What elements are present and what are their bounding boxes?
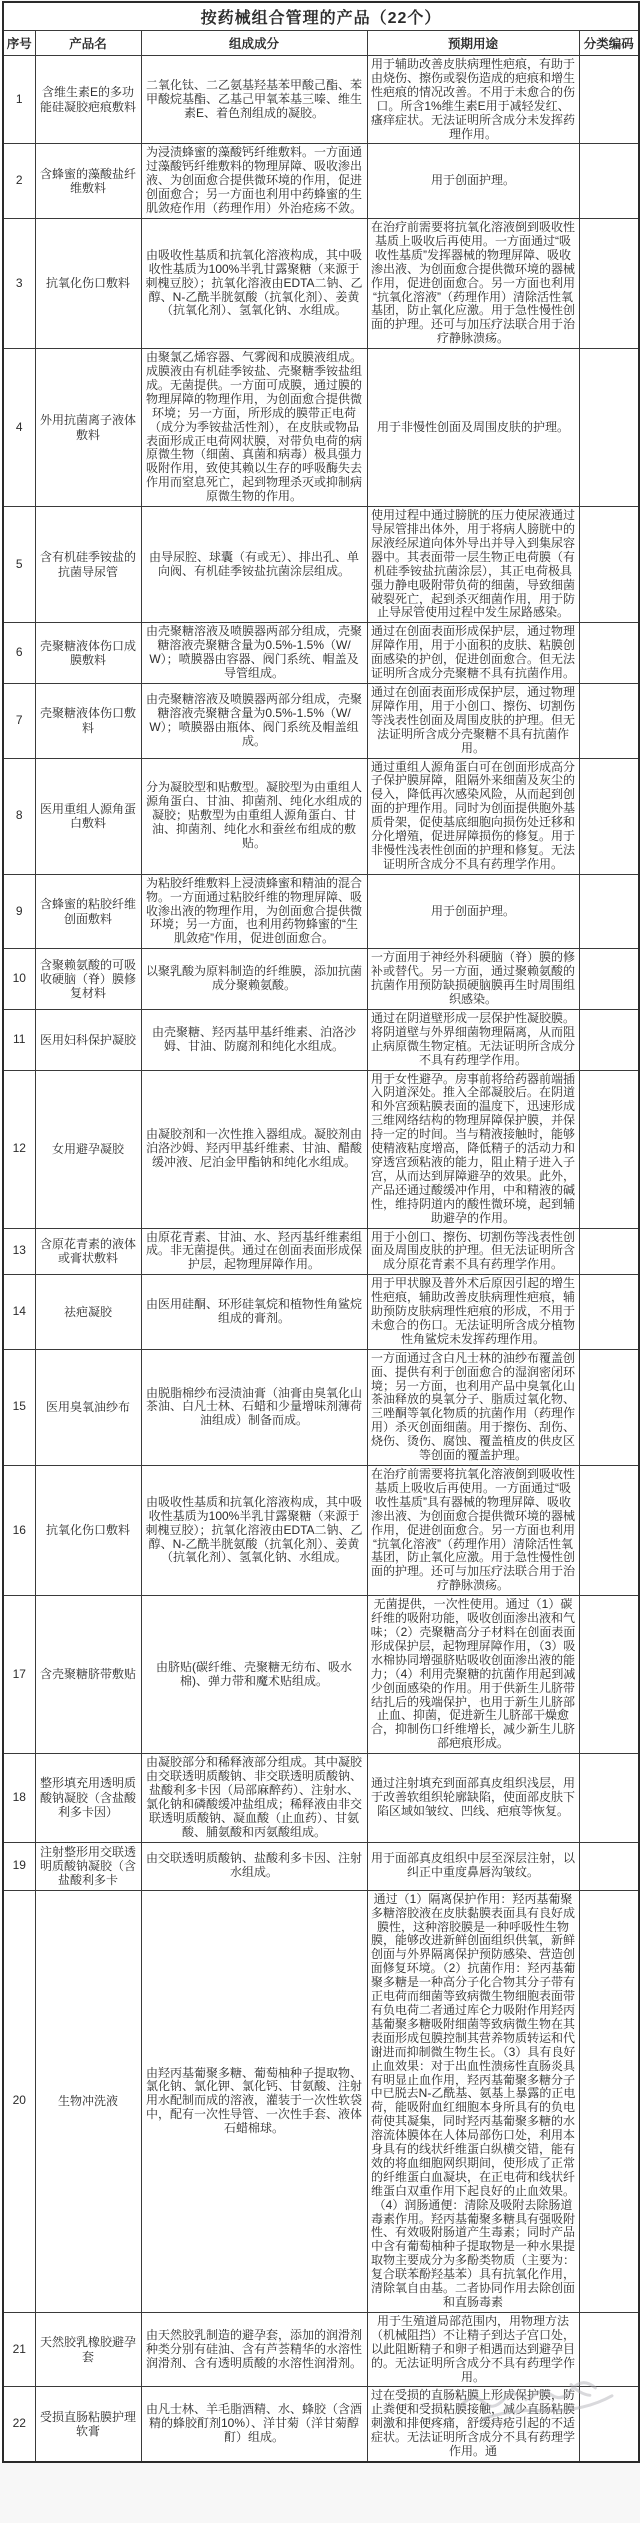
class-code-cell bbox=[579, 758, 639, 874]
row-number-cell: 16 bbox=[3, 1466, 35, 1596]
composition-cell: 为粘胶纤维敷料上浸渍蜂蜜和精油的混合物。一方面通过粘胶纤维的物理屏障、吸收渗出液的物理作用，为创面愈合提供微环境；另一方面，也利用药物蜂蜜的“生肌敛疮”作用，促进创面愈合。 bbox=[141, 874, 367, 949]
row-number-cell: 6 bbox=[3, 623, 35, 684]
composition-cell: 由聚氯乙烯容器、气雾阀和成膜液组成。成膜液由有机硅季铵盐、壳聚糖季铵盐组成。无菌提供。一方面可成膜，通过膜的物理屏障的物理作用，为创面愈合提供微环境；另一方面，所形成的膜带正电荷（成分为季铵盐活性剂），在皮肤或物品表面形成正电荷网状膜，对带负电荷的病原微生物（细菌、真菌和病毒）极具强力吸附作用，致使其赖以生存的呼吸酶失去作用而窒息死亡，起到物理杀灭或抑制病原微生物的作用。 bbox=[141, 349, 367, 507]
row-number-cell: 12 bbox=[3, 1070, 35, 1228]
composition-cell: 由导尿腔、球囊（有或无）、排出孔、单向阀、有机硅季铵盐抗菌涂层组成。 bbox=[141, 507, 367, 623]
table-row bbox=[3, 1070, 639, 1228]
product-name-cell: 含维生素E的多功能硅凝胶疤痕敷料 bbox=[35, 56, 141, 144]
document-page bbox=[0, 1, 640, 2463]
composition-cell: 以聚乳酸为原料制造的纤维膜，添加抗菌成分聚赖氨酸。 bbox=[141, 949, 367, 1010]
intended-use-cell: 在治疗前需要将抗氧化溶液倒到吸收性基质上吸收后再使用。一方面通过“吸收性基质”发挥器械的物理屏障、吸收渗出液、为创面愈合提供微环境的器械作用，促进创面愈合。另一方面也利用“抗氧化溶液”（药理作用）清除活性氧基团，防止氧化应激。用于急性慢性创面的护理。还可与加压疗法联合用于治疗静脉溃疡。 bbox=[367, 218, 579, 348]
class-code-cell bbox=[579, 218, 639, 348]
column-header-code: 分类编码 bbox=[579, 31, 639, 56]
row-number-cell: 18 bbox=[3, 1754, 35, 1842]
composition-cell: 由羟丙基葡聚多糖、葡萄柚种子提取物、氯化钠、氯化钾、氯化钙、甘氨酸、注射用水配制而成的溶液，灌装于一次性软袋中，配有一次性导管、一次性手套、液体石蜡棉球。 bbox=[141, 1890, 367, 2312]
intended-use-cell: 用于女性避孕。房事前将给药器前端插入阴道深处。推入全部凝胶后。在阴道和外宫颈粘膜表面的温度下，迅速形成三维网络结构的物理屏障保护膜，并保持一定的时间。当与精液接触时，能够使精液粘度增高，降低精子的活动力和穿透宫颈粘液的能力，阻止精子进入子宫，从而达到屏障避孕的效果。此外，产品还通过酸缓冲作用，中和精液的碱性，维持阴道内的酸性微环境，起到辅助避孕的作用。 bbox=[367, 1070, 579, 1228]
product-name-cell: 壳聚糖液体伤口成膜敷料 bbox=[35, 623, 141, 684]
intended-use-cell: 用于创面护理。 bbox=[367, 874, 579, 949]
product-name-cell: 医用重组人源角蛋白敷料 bbox=[35, 758, 141, 874]
table-row bbox=[3, 949, 639, 1010]
table-row bbox=[3, 1228, 639, 1275]
intended-use-cell: 在治疗前需要将抗氧化溶液倒到吸收性基质上吸收后再使用。一方面通过“吸收性基质”具有器械的物理屏障、吸收渗出液、为创面愈合提供微环境的器械作用，促进创面愈合。另一方面也利用“抗氧化溶液”（药理作用）清除活性氧基团，防止氧化应激。用于急性慢性创面的护理。还可与加压疗法联合用于治疗静脉溃疡。 bbox=[367, 1466, 579, 1596]
table-row bbox=[3, 683, 639, 758]
product-name-cell: 含蜂蜜的藻酸盐纤维敷料 bbox=[35, 144, 141, 219]
composition-cell: 由壳聚糖溶液及喷膜器两部分组成，壳聚糖溶液壳聚糖含量为0.5%-1.5%（W/W）；喷膜器由容器、阀门系统、帽盖及导管组成。 bbox=[141, 623, 367, 684]
product-name-cell: 祛疤凝胶 bbox=[35, 1275, 141, 1350]
column-header-product: 产品名 bbox=[35, 31, 141, 56]
product-name-cell: 医用妇科保护凝胶 bbox=[35, 1009, 141, 1070]
product-name-cell: 整形填充用透明质酸钠凝胶（含盐酸利多卡因） bbox=[35, 1754, 141, 1842]
composition-cell: 由天然胶乳制造的避孕套，添加的润滑剂种类分别有硅油、含有芦荟精华的水溶性润滑剂、含有透明质酸的水溶性润滑剂。 bbox=[141, 2312, 367, 2387]
class-code-cell bbox=[579, 349, 639, 507]
table-row bbox=[3, 2312, 639, 2387]
row-number-cell: 9 bbox=[3, 874, 35, 949]
class-code-cell bbox=[579, 1349, 639, 1465]
row-number-cell: 22 bbox=[3, 2387, 35, 2462]
product-name-cell: 含聚赖氨酸的可吸收硬脑（脊）膜修复材料 bbox=[35, 949, 141, 1010]
composition-cell: 由凡士林、羊毛脂酒精、水、蜂胶（含酒精的蜂胶酊剂10%）、洋甘菊（洋甘菊醇酊）组成。 bbox=[141, 2387, 367, 2462]
intended-use-cell: 通过在创面表面形成保护层，通过物理屏障作用，用于小创口、擦伤、切割伤等浅表性创面及周围皮肤的护理。但无法证明所含成分壳聚糖不具有抗菌作用。 bbox=[367, 683, 579, 758]
composition-cell: 二氧化钛、二乙氨基羟基苯甲酸己酯、苯甲酸烷基酯、乙基己甲氧苯基三嗪、维生素E、着色剂组成的凝胶。 bbox=[141, 56, 367, 144]
composition-cell: 由壳聚糖、羟丙基甲基纤维素、泊洛沙姆、甘油、防腐剂和纯化水组成。 bbox=[141, 1009, 367, 1070]
intended-use-cell: 用于甲状腺及普外术后原因引起的增生性疤痕，辅助改善皮肤病理性疤痕，辅助预防皮肤病理性疤痕的形成，不用于未愈合的伤口。无法证明所含成分植物性角鲨烷未发挥药理作用。 bbox=[367, 1275, 579, 1350]
table-row bbox=[3, 2387, 639, 2462]
intended-use-cell: 用于创面护理。 bbox=[367, 144, 579, 219]
product-name-cell: 天然胶乳橡胶避孕套 bbox=[35, 2312, 141, 2387]
composition-cell: 由脐贴(碳纤维、壳聚糖无纺布、吸水棉)、弹力带和魔术贴组成。 bbox=[141, 1596, 367, 1754]
composition-cell: 为浸渍蜂蜜的藻酸钙纤维敷料。一方面通过藻酸钙纤维敷料的物理屏障、吸收渗出液、为创面愈合提供微环境的作用，促进创面愈合；另一方面也利用中药蜂蜜的生肌敛疮作用（药理作用）外治疮疡不敛。 bbox=[141, 144, 367, 219]
composition-cell: 由脱脂棉纱布浸渍油膏（油膏由臭氧化山茶油、白凡士林、石蜡和少量增味剂薄荷油组成）制备而成。 bbox=[141, 1349, 367, 1465]
row-number-cell: 20 bbox=[3, 1890, 35, 2312]
class-code-cell bbox=[579, 1070, 639, 1228]
intended-use-cell: 通过注射填充到面部真皮组织浅层，用于改善软组织轮廓缺陷，使面部皮肤下陷区域如皱纹、凹线、疤痕等恢复。 bbox=[367, 1754, 579, 1842]
product-name-cell: 外用抗菌离子液体敷料 bbox=[35, 349, 141, 507]
table-row bbox=[3, 1349, 639, 1465]
table-row bbox=[3, 144, 639, 219]
table-row bbox=[3, 218, 639, 348]
intended-use-cell: 用于非慢性创面及周围皮肤的护理。 bbox=[367, 349, 579, 507]
table-row bbox=[3, 1842, 639, 1890]
row-number-cell: 5 bbox=[3, 507, 35, 623]
composition-cell: 由吸收性基质和抗氧化溶液构成，其中吸收性基质为100%半乳甘露聚糖（来源于刺槐豆胶）；抗氧化溶液由EDTA二钠、乙醇、N-乙酰半胱氨酸（抗氧化剂）、姜黄（抗氧化剂）、氢氧化钠、水组成。 bbox=[141, 218, 367, 348]
product-name-cell: 含壳聚糖脐带敷贴 bbox=[35, 1596, 141, 1754]
products-table bbox=[2, 1, 640, 2463]
row-number-cell: 13 bbox=[3, 1228, 35, 1275]
table-row bbox=[3, 1275, 639, 1350]
intended-use-cell: 通过在创面表面形成保护层，通过物理屏障作用，用于小面积的皮肤、粘膜创面感染的护创，促进创面愈合。但无法证明所含成分壳聚糖不具有抗菌作用。 bbox=[367, 623, 579, 684]
composition-cell: 由凝胶剂和一次性推入器组成。凝胶剂由泊洛沙姆、羟丙甲基纤维素、甘油、醋酸缓冲液、尼泊金甲酯钠和纯化水组成。 bbox=[141, 1070, 367, 1228]
row-number-cell: 7 bbox=[3, 683, 35, 758]
class-code-cell bbox=[579, 1890, 639, 2312]
table-row bbox=[3, 507, 639, 623]
row-number-cell: 10 bbox=[3, 949, 35, 1010]
composition-cell: 由医用硅酮、环形硅氧烷和植物性角鲨烷组成的膏剂。 bbox=[141, 1275, 367, 1350]
row-number-cell: 14 bbox=[3, 1275, 35, 1350]
product-name-cell: 女用避孕凝胶 bbox=[35, 1070, 141, 1228]
table-row bbox=[3, 623, 639, 684]
column-header-composition: 组成成分 bbox=[141, 31, 367, 56]
row-number-cell: 3 bbox=[3, 218, 35, 348]
product-name-cell: 壳聚糖液体伤口敷料 bbox=[35, 683, 141, 758]
class-code-cell bbox=[579, 1228, 639, 1275]
table-row bbox=[3, 1596, 639, 1754]
class-code-cell bbox=[579, 623, 639, 684]
product-name-cell: 生物冲洗液 bbox=[35, 1890, 141, 2312]
row-number-cell: 2 bbox=[3, 144, 35, 219]
table-row bbox=[3, 1890, 639, 2312]
row-number-cell: 4 bbox=[3, 349, 35, 507]
intended-use-cell: 一方面通过含白凡士林的油纱布覆盖创面、提供有利于创面愈合的湿润密闭环境；另一方面，也利用产品中臭氧化山茶油释放的臭氧分子、脂质过氧化物、三唑酮等氧化物质的抗菌作用（药理作用）杀灭创面细菌。用于擦伤、刮伤、烧伤、烫伤、腐蚀、覆盖植皮的供皮区等创面的覆盖护理。 bbox=[367, 1349, 579, 1465]
row-number-cell: 11 bbox=[3, 1009, 35, 1070]
class-code-cell bbox=[579, 1009, 639, 1070]
row-number-cell: 1 bbox=[3, 56, 35, 144]
class-code-cell bbox=[579, 144, 639, 219]
composition-cell: 由壳聚糖溶液及喷膜器两部分组成，壳聚糖溶液壳聚糖含量为0.5%-1.5%（W/W）；喷膜器由瓶体、阀门系统及帽盖组成。 bbox=[141, 683, 367, 758]
intended-use-cell: 一方面用于神经外科硬脑（脊）膜的修补或替代。另一方面，通过聚赖氨酸的抗菌作用预防缺损硬脑膜再生时周围组织感染。 bbox=[367, 949, 579, 1010]
header-row bbox=[3, 31, 639, 56]
column-header-use: 预期用途 bbox=[367, 31, 579, 56]
product-name-cell: 注射整形用交联透明质酸钠凝胶（含盐酸利多卡 bbox=[35, 1842, 141, 1890]
table-row bbox=[3, 1754, 639, 1842]
product-name-cell: 医用臭氧油纱布 bbox=[35, 1349, 141, 1465]
table-row bbox=[3, 56, 639, 144]
intended-use-cell: 用于小创口、擦伤、切割伤等浅表性创面及周围皮肤的护理。但无法证明所含成分原花青素不具有药理学作用。 bbox=[367, 1228, 579, 1275]
table-row bbox=[3, 758, 639, 874]
table-row bbox=[3, 1466, 639, 1596]
class-code-cell bbox=[579, 1842, 639, 1890]
composition-cell: 分为凝胶型和贴敷型。凝胶型为由重组人源角蛋白、甘油、抑菌剂、纯化水组成的凝胶；贴敷型为由重组人源角蛋白、甘油、抑菌剂、纯化水和蚕丝布组成的敷贴。 bbox=[141, 758, 367, 874]
class-code-cell bbox=[579, 1754, 639, 1842]
intended-use-cell: 使用过程中通过膀胱的压力使尿液通过导尿管排出体外，用于将病人膀胱中的尿液经尿道向体外导出并导入到集尿容器中。其表面带一层生物正电荷膜（有机硅季铵盐抗菌涂层），其正电荷极具强力静电吸附带负荷的细菌，导致细菌破裂死亡，起到杀灭细菌作用，用于防止导尿管使用过程中发生尿路感染。 bbox=[367, 507, 579, 623]
intended-use-cell: 用于生殖道局部范围内，用物理方法（机械阻挡）不让精子到达子宫口处，以此阻断精子和卵子相遇而达到避孕目的。无法证明所含成分不具有药理学作用。 bbox=[367, 2312, 579, 2387]
intended-use-cell: 过在受损的直肠粘膜上形成保护膜，防止粪便和受损粘膜接触，减少直肠粘膜刺激和排便疼痛，舒缓痔疮引起的不适症状。无法证明所含成分不具有药理学作用。通 bbox=[367, 2387, 579, 2462]
intended-use-cell: 通过（1）隔离保护作用：羟丙基葡聚多糖溶胶液在皮肤黏膜表面具有良好成膜性，这种溶胶膜是一种呼吸性生物膜，能够改进新鲜创面组织供氧，新鲜创面与外界隔离保护预防感染、营造创面修复环境。（2）抗菌作用：羟丙基葡聚多糖是一种高分子化合物其分子带有正电荷而细菌等致病微生物细胞表面带有负电荷二者通过库仑力吸附作用羟丙基葡聚多糖吸附细菌等致病微生物在其表面形成包膜控制其营养物质转运和代谢进而抑制微生物生长。（3）具有良好止血效果：对于出血性溃疡性直肠炎具有明显止血作用，羟丙基葡聚多糖分子中已脱去N-乙酰基、氨基上暴露的正电荷，能吸附血红细胞本身所具有的负电荷使其凝集，同时羟丙基葡聚多糖的水溶流体膜体在人体局部伤口处，利用本身具有的线状纤维蛋白纵横交错，能有效的将血细胞网织期间，使形成了正常的纤维蛋白血凝块，在正电荷和线状纤维蛋白双重作用下起良好的止血效果。（4）润肠通便：清除及吸附去除肠道毒素作用。羟丙基葡聚多糖具有强吸附性、有效吸附肠道产生毒素；同时产品中含有葡萄柚种子提取物是一种水果提取物主要成分为多酚类物质（主要为：复合联苯酚羟基苯）具有抗氧化作用，清除氧自由基。二者协同作用去除创面和直肠毒素 bbox=[367, 1890, 579, 2312]
product-name-cell: 含蜂蜜的粘胶纤维创面敷料 bbox=[35, 874, 141, 949]
class-code-cell bbox=[579, 2312, 639, 2387]
composition-cell: 由交联透明质酸钠、盐酸利多卡因、注射水组成。 bbox=[141, 1842, 367, 1890]
table-row bbox=[3, 1009, 639, 1070]
title-row bbox=[3, 2, 639, 31]
product-name-cell: 含有机硅季铵盐的抗菌导尿管 bbox=[35, 507, 141, 623]
product-name-cell: 含原花青素的液体或膏状敷料 bbox=[35, 1228, 141, 1275]
page-title: 按药械组合管理的产品（22个） bbox=[3, 2, 639, 31]
composition-cell: 由吸收性基质和抗氧化溶液构成，其中吸收性基质为100%半乳甘露聚糖（来源于刺槐豆胶）；抗氧化溶液由EDTA二钠、乙醇、N-乙酰半胱氨酸（抗氧化剂）、姜黄（抗氧化剂）、氢氧化钠、水组成。 bbox=[141, 1466, 367, 1596]
table-row bbox=[3, 874, 639, 949]
row-number-cell: 21 bbox=[3, 2312, 35, 2387]
row-number-cell: 8 bbox=[3, 758, 35, 874]
product-name-cell: 受损直肠粘膜护理软膏 bbox=[35, 2387, 141, 2462]
row-number-cell: 15 bbox=[3, 1349, 35, 1465]
intended-use-cell: 通过在阴道壁形成一层保护性凝胶膜。将阴道壁与外界细菌物理隔离，从而阻止病原微生物定植。无法证明所含成分不具有药理学作用。 bbox=[367, 1009, 579, 1070]
composition-cell: 由原花青素、甘油、水、羟丙基纤维素组成。非无菌提供。通过在创面表面形成保护层，起物理屏障作用。 bbox=[141, 1228, 367, 1275]
class-code-cell bbox=[579, 56, 639, 144]
class-code-cell bbox=[579, 1466, 639, 1596]
table-row bbox=[3, 349, 639, 507]
class-code-cell bbox=[579, 1596, 639, 1754]
intended-use-cell: 无菌提供，一次性使用。通过（1）碳纤维的吸附功能，吸收创面渗出液和气味；（2）壳聚糖高分子材料在创面表面形成保护层，起物理屏障作用，（3）吸水棉协同增强脐贴吸收创面渗出液的能力；（4）利用壳聚糖的抗菌作用起到减少创面感染的作用。用于供新生儿脐带结扎后的残端保护，也用于新生儿脐部止血、抑菌，促进新生儿脐部干燥愈合，抑制伤口纤维增长，减少新生儿脐部疤痕形成。 bbox=[367, 1596, 579, 1754]
class-code-cell bbox=[579, 683, 639, 758]
intended-use-cell: 用于辅助改善皮肤病理性疤痕，有助于由烧伤、擦伤或裂伤造成的疤痕和增生性疤痕的情况改善。不用于未愈合的伤口。所含1%维生素E用于减轻发红、瘙痒症状。无法证明所含成分未发挥药理作用。 bbox=[367, 56, 579, 144]
class-code-cell bbox=[579, 2387, 639, 2462]
table-body bbox=[3, 56, 639, 2462]
composition-cell: 由凝胶部分和稀释液部分组成。其中凝胶由交联透明质酸钠、非交联透明质酸钠、盐酸利多卡因（局部麻醉药）、注射水、氯化钠和磷酸缓冲盐组成；稀释液由非交联透明质酸钠、凝血酸（止血药）、甘氨酸、脯氨酸和丙氨酸组成。 bbox=[141, 1754, 367, 1842]
column-header-no: 序号 bbox=[3, 31, 35, 56]
intended-use-cell: 用于面部真皮组织中层至深层注射，以纠正中重度鼻唇沟皱纹。 bbox=[367, 1842, 579, 1890]
product-name-cell: 抗氧化伤口敷料 bbox=[35, 1466, 141, 1596]
product-name-cell: 抗氧化伤口敷料 bbox=[35, 218, 141, 348]
row-number-cell: 19 bbox=[3, 1842, 35, 1890]
class-code-cell bbox=[579, 949, 639, 1010]
row-number-cell: 17 bbox=[3, 1596, 35, 1754]
class-code-cell bbox=[579, 874, 639, 949]
class-code-cell bbox=[579, 1275, 639, 1350]
class-code-cell bbox=[579, 507, 639, 623]
intended-use-cell: 通过重组人源角蛋白可在创面形成高分子保护膜屏障，阻隔外来细菌及灰尘的侵入，降低再次感染风险，从而起到创面的护理作用。同时为创面提供胞外基质骨架，促使基底细胞向损伤处迁移和分化增殖，促进屏障损伤的修复。用于非慢性浅表性创面的护理和修复。无法证明所含成分不具有药理学作用。 bbox=[367, 758, 579, 874]
